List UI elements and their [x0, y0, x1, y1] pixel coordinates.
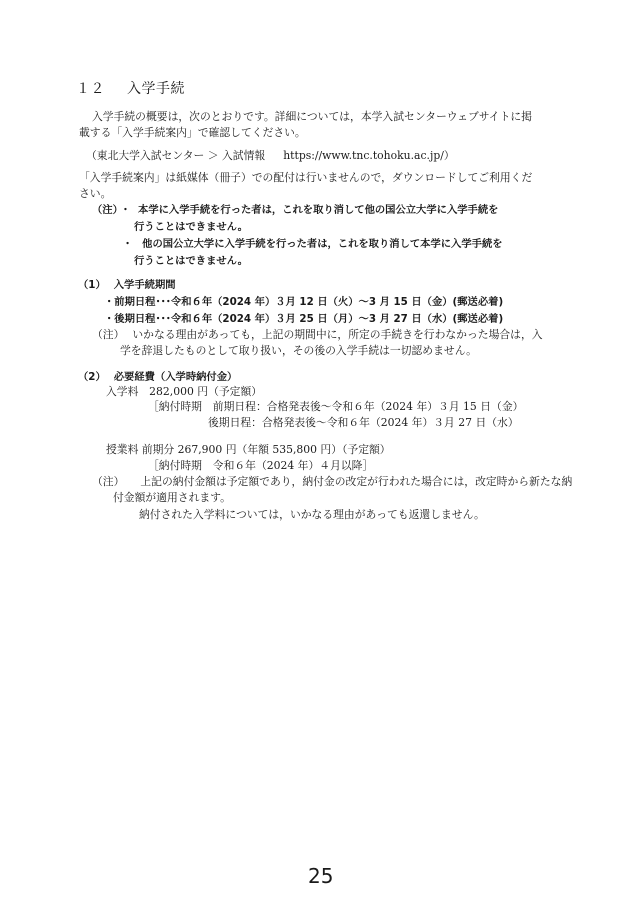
caution-2	[125, 235, 503, 250]
period-note-line-2: 学を辞退したものとして取り扱い，その後の入学手続は一切認めません。	[120, 344, 477, 357]
source-label: （東北大学入試センター ＞ 入試情報	[86, 149, 266, 162]
admission-payment-late: 後期日程：合格発表後～令和６年（2024 年）３月 27 日（水）	[208, 416, 519, 429]
fees-note-line-2: 付金額が適用されます。	[113, 491, 231, 504]
source-reference	[86, 148, 455, 163]
late-schedule: ・後期日程･･･令和６年（2024 年）３月 25 日（月）～3 月 27 日（水）(郵送必着)	[104, 313, 504, 325]
admission-payment-early: ［納付時期 前期日程：合格発表後～令和６年（2024 年）３月 15 日（金）	[148, 400, 524, 413]
notice-line-1: 「入学手続案内」は紙媒体（冊子）での配付は行いませんので，ダウンロードしてご利用くだ	[79, 171, 533, 184]
period-note-label: （注）	[92, 328, 125, 341]
notice-line-2: さい。	[79, 187, 112, 200]
page-number: 25	[308, 864, 334, 888]
subsection-1-number: （1）	[78, 279, 106, 291]
subsection-1-heading	[78, 276, 176, 291]
caution-1	[92, 201, 498, 216]
tuition-fee: 授業料 前期分 267,900 円（年額 535,800 円）（予定額）	[106, 443, 391, 456]
subsection-2-number: （2）	[78, 371, 106, 383]
caution-2-line-1: 他の国公立大学に入学手続を行った者は，これを取り消して本学に入学手続を	[142, 238, 503, 250]
section-title: 入学手続	[127, 81, 185, 97]
fees-note	[92, 474, 572, 489]
intro-line-2: 載する「入学手続案内」で確認してください。	[79, 126, 306, 139]
early-schedule: ・前期日程･･･令和６年（2024 年）３月 12 日（火）～3 月 15 日（金）(郵送必着)	[104, 296, 504, 308]
subsection-1-title: 入学手続期間	[113, 279, 176, 291]
source-url: https://www.tnc.tohoku.ac.jp/）	[283, 149, 455, 162]
caution-label: （注）･	[92, 204, 129, 216]
fees-note-label: （注）	[92, 475, 125, 488]
caution-2-line-2: 行うことはできません。	[134, 255, 248, 267]
subsection-2-title: 必要経費（入学時納付金）	[113, 371, 238, 383]
tuition-payment: ［納付時期 令和６年（2024 年）４月以降］	[148, 459, 374, 472]
section-heading	[76, 78, 185, 98]
section-number: １２	[76, 81, 105, 97]
period-note	[92, 327, 543, 342]
subsection-2-heading	[78, 368, 237, 383]
caution-1-line-2: 行うことはできません。	[134, 221, 248, 233]
period-note-line-1: いかなる理由があっても，上記の期間中に，所定の手続きを行わなかった場合は，入	[132, 328, 543, 341]
intro-line-1: 入学手続の概要は，次のとおりです。詳細については，本学入試センターウェブサイトに掲	[92, 110, 532, 123]
fees-note-line-1: 上記の納付金額は予定額であり，納付金の改定が行われた場合には，改定時から新たな納	[140, 475, 573, 488]
fees-note-line-3: 納付された入学料については，いかなる理由があっても返還しません。	[139, 508, 485, 521]
caution-bullet: ･	[125, 238, 131, 250]
admission-fee: 入学料 282,000 円（予定額）	[106, 385, 263, 398]
caution-1-line-1: 本学に入学手続を行った者は，これを取り消して他の国公立大学に入学手続を	[138, 204, 499, 216]
